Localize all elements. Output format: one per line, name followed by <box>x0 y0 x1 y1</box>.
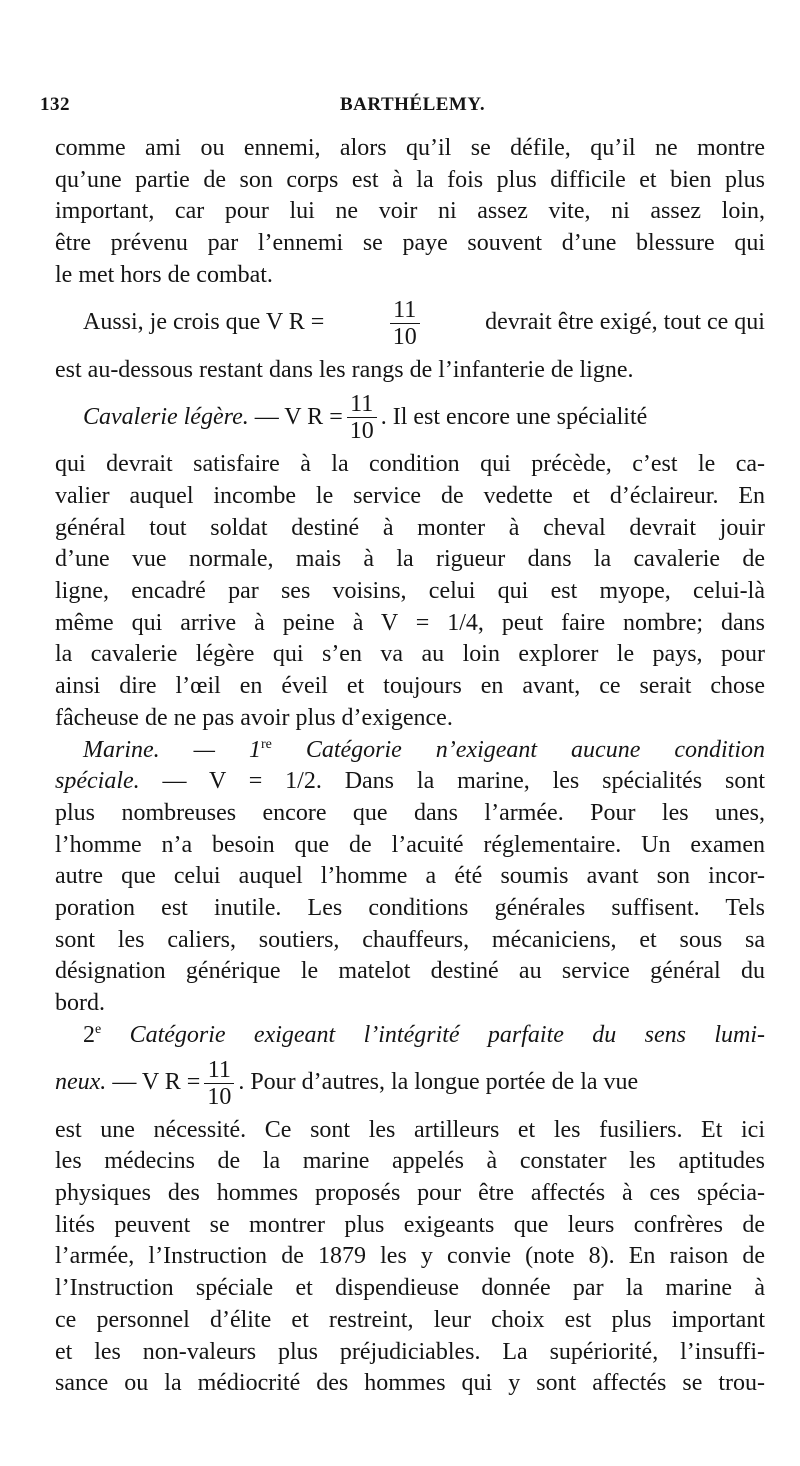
text-line: la cavalerie légère qui s’en va au loin explorer le pays, pour <box>55 641 765 668</box>
superscript: e <box>95 1021 102 1037</box>
text-line: ainsi dire l’œil en éveil et toujours en avant, ce serait chose <box>55 673 765 700</box>
text-line: l’armée, l’Instruction de 1879 les y convie (note 8). En raison de <box>55 1243 765 1270</box>
text-line: qu’une partie de son corps est à la fois plus difficile et bien plus <box>55 166 765 193</box>
body-text <box>55 133 765 1400</box>
text-line: valier auquel incombe le service de vedette et d’éclaireur. En <box>55 482 765 509</box>
text-line: lités peuvent se montrer plus exigeants que leurs confrères de <box>55 1211 765 1238</box>
text-line <box>55 1020 765 1052</box>
text-line: sance ou la médiocrité des hommes qui y sont affectés se trou- <box>55 1370 765 1397</box>
page-number: 132 <box>40 94 70 115</box>
text-line: comme ami ou ennemi, alors qu’il se défile, qu’il ne montre <box>55 135 765 161</box>
text-line: et les non-valeurs plus préjudiciables. La supériorité, l’insuffi- <box>55 1338 765 1365</box>
text-line: est une nécessité. Ce sont les artilleurs et les fusiliers. Et ici <box>55 1116 765 1143</box>
fraction <box>204 1057 234 1110</box>
text-line <box>55 766 765 798</box>
text-segment: — V R = <box>248 403 343 430</box>
running-header <box>40 94 760 124</box>
text-line: ce personnel d’élite et restreint, leur choix est plus important <box>55 1306 765 1333</box>
text-line: physiques des hommes proposés pour être affectés à ces spécia- <box>55 1179 765 1206</box>
fraction-denominator: 10 <box>347 417 377 444</box>
text-line: le met hors de combat. <box>55 261 273 288</box>
ordinal-number: 2 <box>83 1021 95 1048</box>
fraction-numerator: 11 <box>350 391 374 418</box>
running-title: BARTHÉLEMY. <box>340 94 486 115</box>
text-line: poration est inutile. Les conditions générales suffisent. Tels <box>55 895 765 922</box>
fraction <box>347 391 377 444</box>
text-line: désignation générique le matelot destiné au service général du <box>55 958 765 985</box>
formula-line <box>55 386 765 449</box>
text-line <box>55 735 765 767</box>
fraction <box>390 297 420 350</box>
text-segment: devrait être exigé, tout ce qui <box>485 309 765 336</box>
text-line: autre que celui auquel l’homme a été soumis avant son incor- <box>55 863 765 890</box>
text-line: même qui arrive à peine à V = 1/4, peut faire nombre; dans <box>55 609 765 636</box>
section-title: Catégorie exigeant l’intégrité parfaite du sens lumi- <box>101 1021 765 1048</box>
text-line: important, car pour lui ne voir ni assez vite, ni assez loin, <box>55 198 765 225</box>
section-title: Catégorie n’exigeant aucune condition <box>271 736 765 763</box>
section-title: neux. <box>55 1069 107 1096</box>
section-title: Cavalerie légère. <box>83 403 249 430</box>
fraction-numerator: 11 <box>207 1056 231 1083</box>
text-line: fâcheuse de ne pas avoir plus d’exigence. <box>55 704 453 731</box>
text-line: qui devrait satisfaire à la condition qui précède, c’est le ca- <box>55 451 765 478</box>
text-line: sont les caliers, soutiers, chauffeurs, mécaniciens, et sous sa <box>55 926 765 953</box>
text-line: d’une vue normale, mais à la rigueur dans la cavalerie de <box>55 546 765 573</box>
text-line: bord. <box>55 990 105 1017</box>
text-line: les médecins de la marine appelés à constater les aptitudes <box>55 1148 765 1175</box>
text-line: l’Instruction spéciale et dispendieuse donnée par la marine à <box>55 1275 765 1302</box>
text-segment: — V R = <box>106 1069 201 1096</box>
fraction-denominator: 10 <box>390 323 420 350</box>
text-segment: . Pour d’autres, la longue portée de la vue <box>238 1069 639 1096</box>
text-segment: Aussi, je crois que V R = <box>83 309 325 336</box>
text-line: être prévenu par l’ennemi se paye souvent d’une blessure qui <box>55 230 765 257</box>
text-segment: . Il est encore une spécialité <box>380 403 648 430</box>
text-line: général tout soldat destiné à monter à cheval devrait jouir <box>55 514 765 541</box>
text-line: l’homme n’a besoin que de l’acuité réglementaire. Un examen <box>55 831 765 858</box>
text-line: ligne, encadré par ses voisins, celui qui est myope, celui-là <box>55 578 765 605</box>
fraction-numerator: 11 <box>393 296 417 323</box>
text-segment: — V = 1/2. Dans la marine, les spécialités sont <box>139 768 765 795</box>
section-title: spéciale. <box>55 768 140 795</box>
formula-line <box>55 292 765 355</box>
formula-line <box>55 1052 765 1115</box>
superscript: re <box>260 736 272 752</box>
text-line: plus nombreuses encore que dans l’armée. Pour les unes, <box>55 799 765 826</box>
fraction-denominator: 10 <box>204 1083 234 1110</box>
section-title: Marine. — 1 <box>83 736 261 763</box>
text-line: est au-dessous restant dans les rangs de l’infanterie de ligne. <box>55 356 634 383</box>
